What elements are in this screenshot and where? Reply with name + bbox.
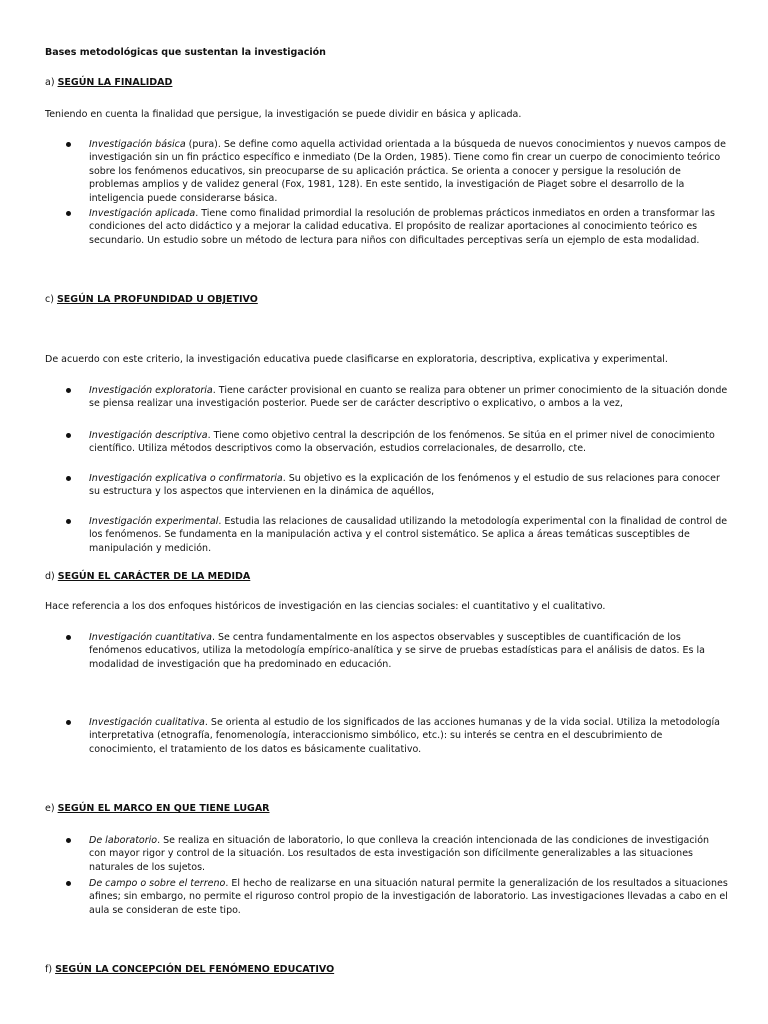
section-prefix: e) (45, 803, 55, 814)
item-term: Investigación exploratoria (89, 385, 213, 396)
section-prefix: d) (45, 571, 55, 582)
section-heading-a (45, 77, 172, 88)
item-term: Investigación cuantitativa (89, 632, 212, 643)
item-text: . Estudia las relaciones de causalidad utilizando la metodología experimental con la finalidad de control de los fenómenos. Se fundamenta en la manipulación activa y el control sistemático. Se aplica a áreas temáticas susceptibles de manipulación y medición. (89, 516, 728, 554)
section-title: SEGÚN LA PROFUNDIDAD U OBJETIVO (56, 294, 258, 305)
bullet-icon (66, 476, 71, 481)
bullet-icon (66, 635, 71, 640)
item-text: . Su objetivo es la explicación de los fenómenos y el estudio de sus relaciones para conocer su estructura y los aspectos que intervienen en la dinámica de aquéllos, (89, 473, 720, 498)
bullet-icon (66, 720, 71, 725)
item-term: Investigación básica (89, 139, 186, 150)
item-text: (pura). Se define como aquella actividad orientada a la búsqueda de nuevos conocimientos y nuevos campos de investigación sin un fin práctico específico e inmediato (De la Orden, 1985). Tiene como fin crear un cuerpo de conocimiento teórico sobre los fenómenos educativos, sin preocuparse de su aplicación práctica. Se orienta a conocer y persigue la resolución de problemas amplios y de validez general (Fox, 1981, 128). En este sentido, la investigación de Piaget sobre el desarrollo de la inteligencia puede considerarse básica. (89, 139, 726, 204)
bullet-icon (66, 519, 71, 524)
bullet-icon (66, 881, 71, 886)
bullet-icon (66, 838, 71, 843)
section-intro: De acuerdo con este criterio, la investigación educativa puede clasificarse en exploratoria, descriptiva, explicativa y experimental. (45, 354, 668, 365)
bullet-icon (66, 211, 71, 216)
item-text: . Tiene como objetivo central la descripción de los fenómenos. Se sitúa en el primer nivel de conocimiento científico. Utiliza métodos descriptivos como la observación, estudios correlacionales, de desarrollo, cte. (89, 430, 715, 455)
section-heading-c (45, 294, 258, 305)
item-text: . Se centra fundamentalmente en los aspectos observables y susceptibles de cuantificación de los fenómenos educativos, utiliza la metodología empírico-analítica y se sirve de pruebas estadísticas para el análisis de datos. Es la modalidad de investigación que ha predominado en educación. (89, 632, 705, 670)
item-term: Investigación experimental (89, 516, 219, 527)
section-prefix: f) (45, 964, 53, 975)
bullet-icon (66, 388, 71, 393)
section-title: SEGÚN LA CONCEPCIÓN DEL FENÓMENO EDUCATIVO (55, 964, 335, 975)
bullet-icon (66, 142, 71, 147)
item-term: Investigación aplicada (89, 208, 196, 219)
item-term: Investigación cualitativa (89, 717, 205, 728)
section-heading-f (45, 964, 334, 975)
section-intro: Hace referencia a los dos enfoques históricos de investigación en las ciencias sociales: el cuantitativo y el cualitativo. (45, 601, 606, 612)
section-title: SEGÚN EL CARÁCTER DE LA MEDIDA (57, 571, 251, 582)
section-prefix: a) (45, 77, 55, 88)
section-heading-d (45, 571, 250, 582)
section-title: SEGÚN EL MARCO EN QUE TIENE LUGAR (57, 803, 270, 814)
section-intro: Teniendo en cuenta la finalidad que persigue, la investigación se puede dividir en básica y aplicada. (45, 109, 522, 120)
document-title: Bases metodológicas que sustentan la investigación (45, 47, 326, 58)
item-text: . El hecho de realizarse en una situación natural permite la generalización de los resultados a situaciones afines; sin embargo, no permite el riguroso control propio de la investigación de laboratorio. Las investigaciones llevadas a cabo en el aula se consideran de este tipo. (89, 878, 728, 916)
item-term: De campo o sobre el terreno (89, 878, 226, 889)
item-text: . Se orienta al estudio de los significados de las acciones humanas y de la vida social. Utiliza la metodología interpretativa (etnografía, fenomenología, interaccionismo simbólico, etc.): su interés se centra en el descubrimiento de conocimiento, el tratamiento de los datos es básicamente cualitativo. (89, 717, 720, 755)
item-term: Investigación explicativa o confirmatoria (89, 473, 283, 484)
item-term: Investigación descriptiva (89, 430, 208, 441)
item-text: . Se realiza en situación de laboratorio, lo que conlleva la creación intencionada de las condiciones de investigación con mayor rigor y control de la situación. Los resultados de esta investigación son difícilmente generalizables a las situaciones naturales de los sujetos. (89, 835, 710, 873)
section-title: SEGÚN LA FINALIDAD (57, 77, 173, 88)
bullet-icon (66, 433, 71, 438)
section-heading-e (45, 803, 270, 814)
item-text: . Tiene como finalidad primordial la resolución de problemas prácticos inmediatos en orden a transformar las condiciones del acto didáctico y a mejorar la calidad educativa. El propósito de realizar aportaciones al conocimiento teórico es secundario. Un estudio sobre un método de lectura para niños con dificultades perceptivas sería un ejemplo de esta modalidad. (89, 208, 715, 246)
section-prefix: c) (45, 294, 54, 305)
item-term: De laboratorio (89, 835, 158, 846)
item-text: . Tiene carácter provisional en cuanto se realiza para obtener un primer conocimiento de la situación donde se piensa realizar una investigación posterior. Puede ser de carácter descriptivo o explicativo, o ambos a la vez, (89, 385, 728, 410)
